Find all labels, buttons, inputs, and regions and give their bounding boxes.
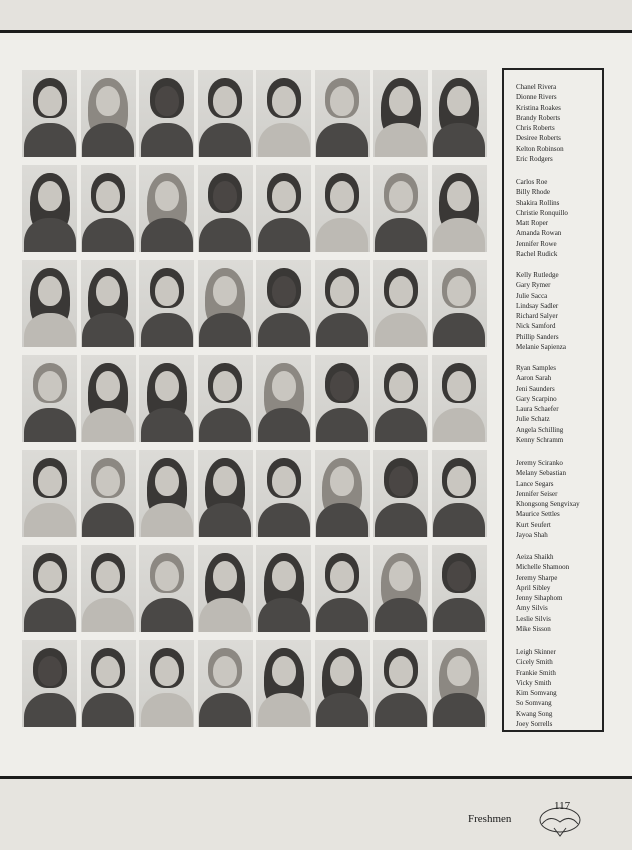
student-portrait [22,70,77,157]
student-name: Cicely Smith [516,658,553,667]
student-portrait [139,260,194,347]
student-portrait [198,260,253,347]
student-portrait [139,70,194,157]
student-portrait [432,70,487,157]
student-portrait [256,165,311,252]
student-name: Aeiza Shaikh [516,553,554,561]
student-name: Frankie Smith [516,668,556,677]
student-portrait [373,260,428,347]
student-portrait [373,545,428,632]
student-name: Desiree Roberts [516,134,561,143]
student-name: Billy Rhode [516,188,551,197]
student-name: April Sibley [516,583,551,592]
portrait-grid [22,70,487,727]
student-name: Kelly Rutledge [516,271,559,279]
student-name: Phillip Sanders [516,332,559,341]
student-portrait [198,70,253,157]
student-name: Eric Rodgers [516,155,553,164]
student-name: Dionne Rivers [516,93,557,102]
student-name: Jeremy Sharpe [516,573,558,582]
student-portrait [81,355,136,442]
student-name: Jennifer Rowe [516,239,557,248]
student-portrait [81,70,136,157]
student-portrait [256,260,311,347]
student-name: Joey Sorrells [516,720,553,729]
student-name: Nick Samford [516,322,556,331]
student-portrait [22,450,77,537]
student-portrait [198,165,253,252]
student-name: Khongsong Sengvixay [516,500,580,509]
student-name: Melanie Sapienza [516,343,566,352]
student-name: Aaron Sarah [516,374,552,383]
student-portrait [432,355,487,442]
student-portrait [315,260,370,347]
student-portrait [315,450,370,537]
student-portrait [198,640,253,727]
student-portrait [81,640,136,727]
student-portrait [198,545,253,632]
student-portrait [256,640,311,727]
name-group [516,552,569,634]
student-name: Amy Silvis [516,604,548,613]
name-group [516,458,580,540]
student-name: Michelle Shamoon [516,563,570,572]
name-group [516,270,566,352]
student-name: Kurt Seufert [516,520,551,529]
student-name: Chanel Rivera [516,83,557,91]
student-name: Brandy Roberts [516,113,561,122]
student-name: Jeni Saunders [516,384,555,393]
name-group [516,82,564,164]
student-portrait [139,545,194,632]
student-name: Amanda Rowan [516,229,562,238]
student-name: Jennifer Seiser [516,489,558,498]
page-number: 117 [554,800,571,812]
student-portrait [432,450,487,537]
student-name: Christie Ronquillo [516,208,568,217]
student-portrait [256,70,311,157]
student-name: Jeremy Sciranko [516,459,563,467]
student-name: Kristina Roakes [516,103,561,112]
student-portrait [373,70,428,157]
student-portrait [315,640,370,727]
student-portrait [22,165,77,252]
student-portrait [373,450,428,537]
student-portrait [139,355,194,442]
student-portrait [256,545,311,632]
student-name: Ryan Samples [516,364,556,372]
student-portrait [373,640,428,727]
student-portrait [315,165,370,252]
student-portrait [81,545,136,632]
student-portrait [139,450,194,537]
student-portrait [22,545,77,632]
student-portrait [81,165,136,252]
student-name: Jenny Sihaphom [516,594,563,603]
student-name: Carlos Roe [516,178,548,186]
section-label: Freshmen [468,813,512,825]
student-name: Jayoa Shah [516,531,548,540]
student-name: Gary Scarpino [516,394,557,403]
name-group [516,363,563,445]
student-portrait [432,260,487,347]
student-name: Lance Segars [516,479,554,488]
names-panel [502,68,604,732]
student-portrait [139,640,194,727]
student-name: Vicky Smith [516,678,552,687]
student-portrait [373,165,428,252]
student-portrait [22,355,77,442]
student-name: Kim Somvang [516,689,557,698]
student-name: Rachel Rudick [516,250,558,259]
student-name: Richard Salyer [516,312,558,321]
student-name: Matt Roper [516,219,549,228]
student-name: Leigh Skinner [516,648,556,656]
student-name: Shakira Rollins [516,198,560,207]
student-portrait [139,165,194,252]
student-portrait [256,450,311,537]
name-group [516,647,557,729]
student-name: Laura Schaefer [516,405,559,414]
student-name: Chris Roberts [516,124,555,133]
student-portrait [22,640,77,727]
student-name: Kelton Robinson [516,144,564,153]
student-portrait [81,450,136,537]
student-portrait [22,260,77,347]
student-name: Kenny Schramm [516,436,564,445]
student-portrait [432,165,487,252]
student-name: Leslie Silvis [516,614,551,623]
student-name: Julie Sacca [516,291,548,300]
student-portrait [198,450,253,537]
student-portrait [315,545,370,632]
student-name: So Somvang [516,699,552,708]
student-portrait [373,355,428,442]
student-name: Gary Rymer [516,281,551,290]
student-portrait [198,355,253,442]
student-name: Angela Schilling [516,425,564,434]
student-portrait [315,355,370,442]
student-portrait [315,70,370,157]
top-margin [0,0,632,32]
student-name: Mike Sisson [516,625,551,634]
student-portrait [256,355,311,442]
student-name: Julie Schatz [516,415,550,424]
student-portrait [81,260,136,347]
name-group [516,177,568,259]
student-portrait [432,545,487,632]
student-portrait [432,640,487,727]
student-name: Maurice Settles [516,510,560,519]
student-name: Kwang Song [516,709,553,718]
student-name: Melany Sebastian [516,469,566,478]
student-name: Lindsay Sadler [516,301,559,310]
